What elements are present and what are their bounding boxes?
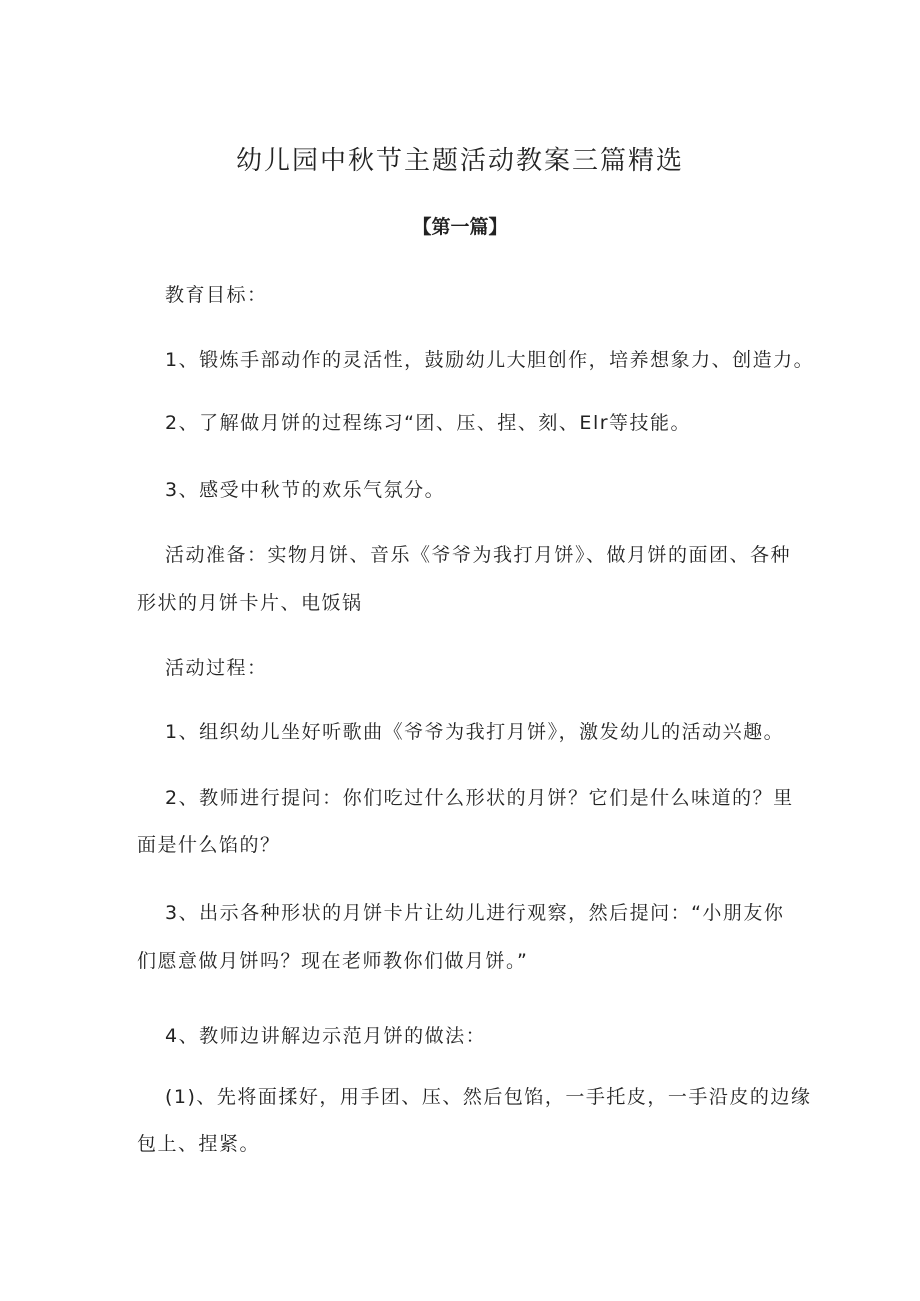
process-item-1: 1、组织幼儿坐好听歌曲《爷爷为我打月饼》，激发幼儿的活动兴趣。: [165, 721, 785, 743]
section-heading: 【第一篇】: [412, 216, 508, 238]
process-item-4: 4、教师边讲解边示范月饼的做法：: [165, 1025, 487, 1047]
process-item-2-line-1: 2、教师进行提问：你们吃过什么形状的月饼？它们是什么味道的？里: [165, 787, 794, 809]
process-item-3-line-2: 们愿意做月饼吗？现在老师教你们做月饼。”: [137, 950, 529, 972]
step-1-line-2: 包上、捏紧。: [137, 1133, 261, 1155]
preparation-line-1: 活动准备：实物月饼、音乐《爷爷为我打月饼》、做月饼的面团、各种: [165, 544, 792, 566]
process-heading: 活动过程：: [165, 657, 268, 679]
process-item-2-line-2: 面是什么馅的？: [137, 834, 281, 856]
goals-heading: 教育目标：: [165, 284, 268, 306]
goal-item-3: 3、感受中秋节的欢乐气氛分。: [165, 479, 446, 501]
process-item-3-line-1: 3、出示各种形状的月饼卡片让幼儿进行观察，然后提问：“小朋友你: [165, 902, 785, 924]
document-title: 幼儿园中秋节主题活动教案三篇精选: [235, 146, 684, 176]
step-1-line-1: (1)、先将面揉好，用手团、压、然后包馅，一手托皮，一手沿皮的边缘: [165, 1086, 812, 1108]
goal-item-1: 1、锻炼手部动作的灵活性，鼓励幼儿大胆创作，培养想象力、创造力。: [165, 349, 815, 371]
preparation-line-2: 形状的月饼卡片、电饭锅: [137, 592, 363, 614]
goal-item-2: 2、了解做月饼的过程练习“团、压、捏、刻、Elr等技能。: [165, 412, 692, 434]
